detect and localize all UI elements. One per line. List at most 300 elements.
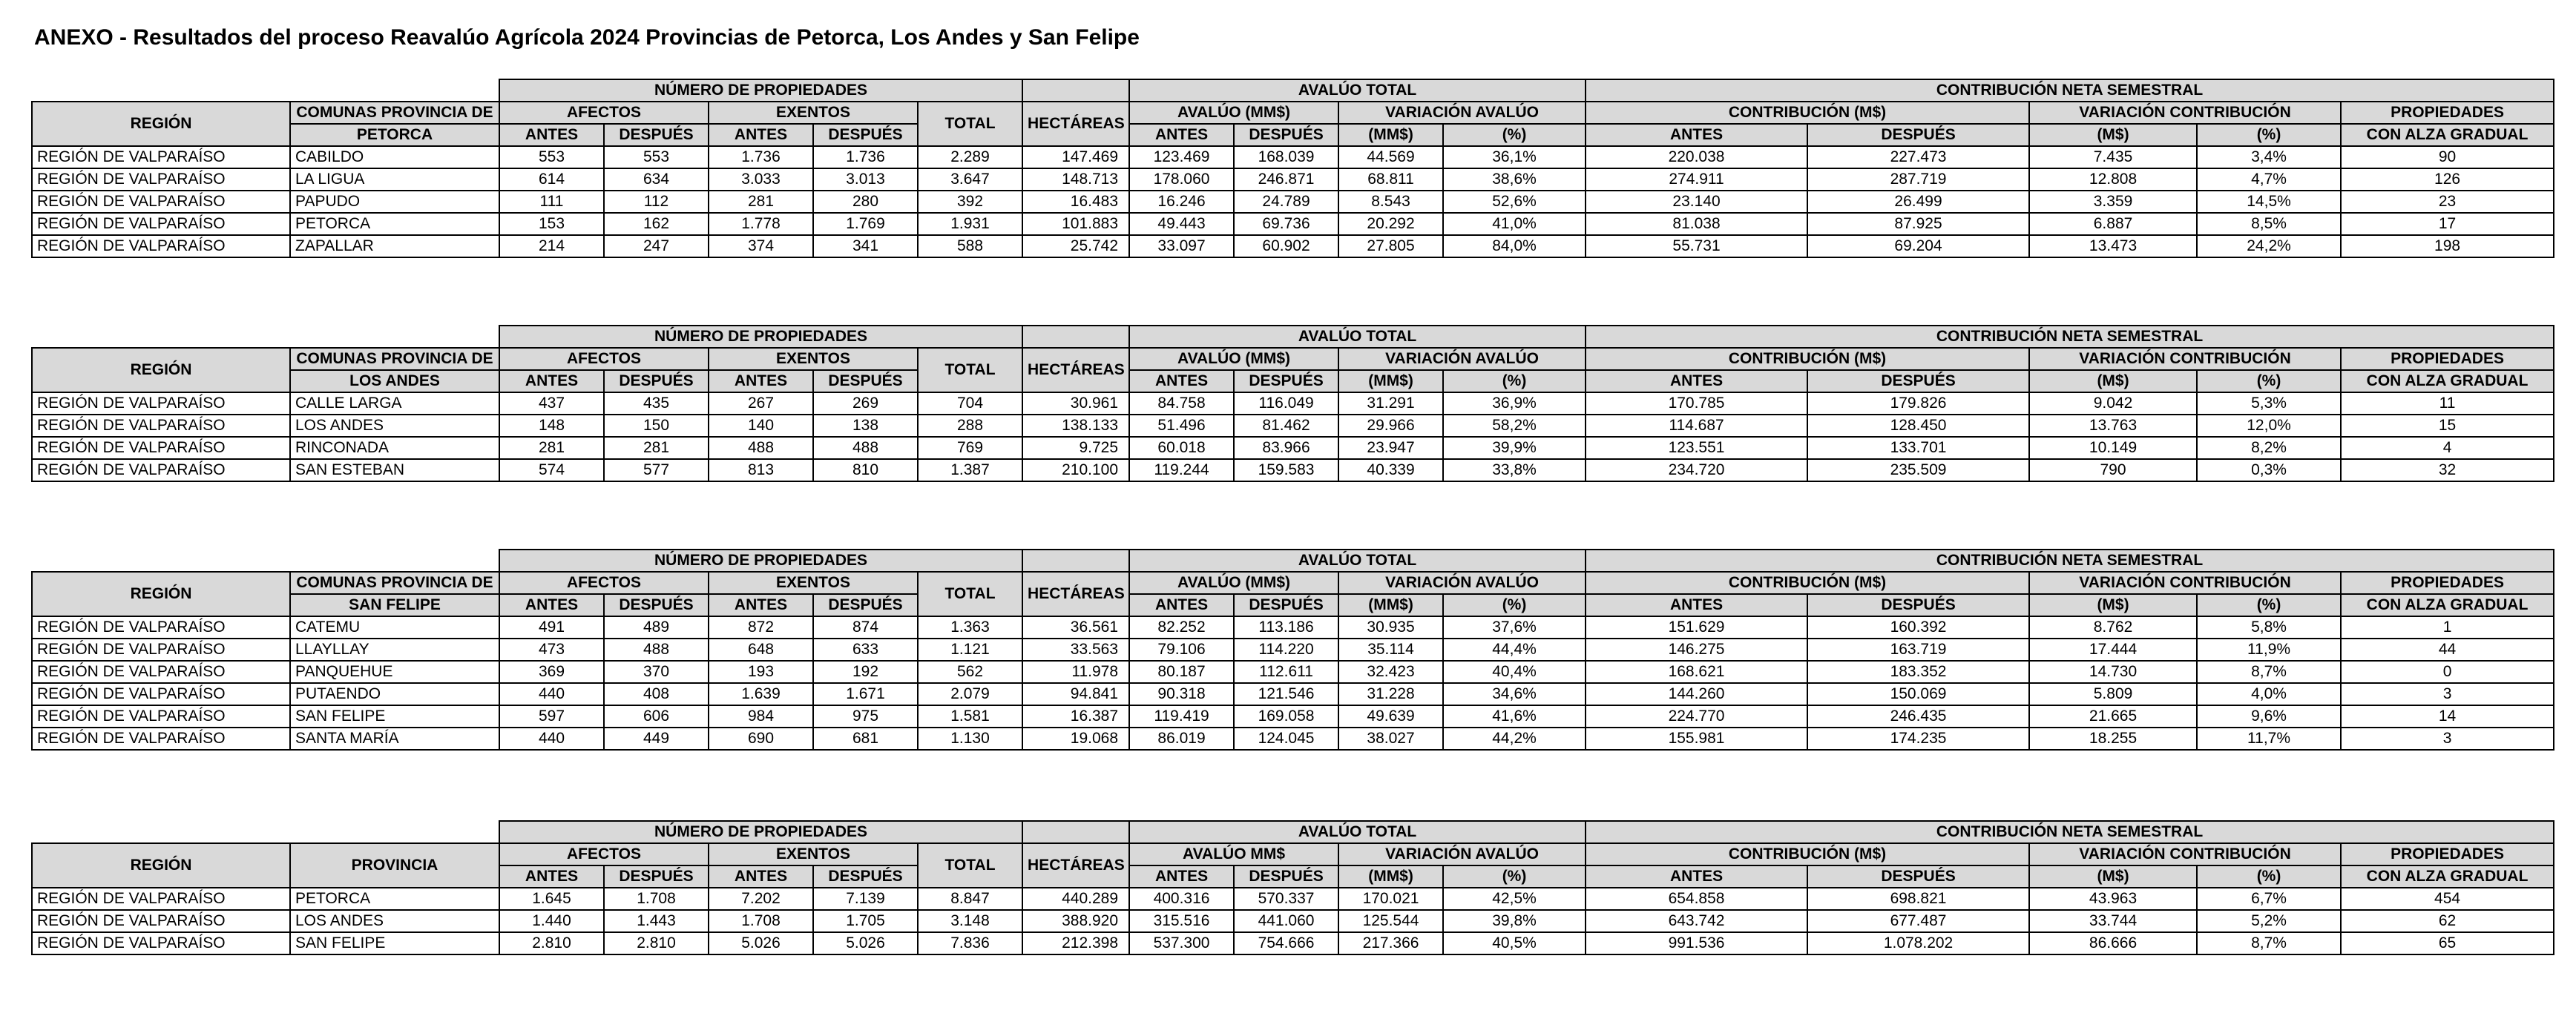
header-avaluo-total: AVALÚO TOTAL bbox=[1129, 326, 1586, 348]
value-cell: 1.645 bbox=[499, 888, 604, 910]
region-cell: REGIÓN DE VALPARAÍSO bbox=[32, 459, 290, 481]
value-cell: 1.639 bbox=[709, 683, 813, 705]
value-cell: 1.671 bbox=[813, 683, 918, 705]
value-cell: 147.469 bbox=[1022, 146, 1129, 168]
value-cell: 40,5% bbox=[1443, 932, 1586, 954]
value-cell: 153 bbox=[499, 213, 604, 235]
value-cell: 17.444 bbox=[2029, 639, 2197, 661]
table-row bbox=[32, 168, 2554, 191]
value-cell: 128.450 bbox=[1807, 415, 2029, 437]
header-col: ANTES bbox=[1586, 124, 1807, 146]
value-cell: 588 bbox=[918, 235, 1022, 257]
value-cell: 1.440 bbox=[499, 910, 604, 932]
table-row bbox=[32, 888, 2554, 910]
value-cell: 174.235 bbox=[1807, 728, 2029, 750]
value-cell: 1.130 bbox=[918, 728, 1022, 750]
value-cell: 24,2% bbox=[2197, 235, 2341, 257]
region-cell: REGIÓN DE VALPARAÍSO bbox=[32, 639, 290, 661]
value-cell: 16.483 bbox=[1022, 191, 1129, 213]
value-cell: 634 bbox=[604, 168, 709, 191]
comuna-cell: LOS ANDES bbox=[290, 415, 499, 437]
value-cell: 25.742 bbox=[1022, 235, 1129, 257]
header-row-groups bbox=[32, 326, 2554, 348]
header-row-groups bbox=[32, 821, 2554, 843]
value-cell: 8,2% bbox=[2197, 437, 2341, 459]
value-cell: 234.720 bbox=[1586, 459, 1807, 481]
value-cell: 872 bbox=[709, 616, 813, 639]
value-cell: 681 bbox=[813, 728, 918, 750]
value-cell: 144.260 bbox=[1586, 683, 1807, 705]
value-cell: 281 bbox=[709, 191, 813, 213]
value-cell: 570.337 bbox=[1234, 888, 1338, 910]
header-col: (%) bbox=[2197, 124, 2341, 146]
value-cell: 488 bbox=[604, 639, 709, 661]
header-comunas-provincia: LOS ANDES bbox=[290, 370, 499, 392]
header-col: DESPUÉS bbox=[1807, 865, 2029, 888]
value-cell: 179.826 bbox=[1807, 392, 2029, 415]
value-cell: 1.581 bbox=[918, 705, 1022, 728]
value-cell: 55.731 bbox=[1586, 235, 1807, 257]
comuna-cell: RINCONADA bbox=[290, 437, 499, 459]
region-cell: REGIÓN DE VALPARAÍSO bbox=[32, 705, 290, 728]
header-alza-gradual: CON ALZA GRADUAL bbox=[2341, 594, 2554, 616]
value-cell: 246.435 bbox=[1807, 705, 2029, 728]
region-cell: REGIÓN DE VALPARAÍSO bbox=[32, 168, 290, 191]
value-cell: 40,4% bbox=[1443, 661, 1586, 683]
header-afectos: AFECTOS bbox=[499, 572, 709, 594]
header-comunas-provincia: SAN FELIPE bbox=[290, 594, 499, 616]
header-variacion-contribucion: VARIACIÓN CONTRIBUCIÓN bbox=[2029, 572, 2341, 594]
comuna-cell: CATEMU bbox=[290, 616, 499, 639]
comuna-cell: PUTAENDO bbox=[290, 683, 499, 705]
value-cell: 19.068 bbox=[1022, 728, 1129, 750]
value-cell: 491 bbox=[499, 616, 604, 639]
value-cell: 212.398 bbox=[1022, 932, 1129, 954]
value-cell: 1.708 bbox=[709, 910, 813, 932]
value-cell: 1.778 bbox=[709, 213, 813, 235]
header-variacion-contribucion: VARIACIÓN CONTRIBUCIÓN bbox=[2029, 843, 2341, 865]
value-cell: 69.204 bbox=[1807, 235, 2029, 257]
table-row bbox=[32, 213, 2554, 235]
value-cell: 21.665 bbox=[2029, 705, 2197, 728]
table-row bbox=[32, 437, 2554, 459]
value-cell: 643.742 bbox=[1586, 910, 1807, 932]
header-avaluo-mm: AVALÚO (MM$) bbox=[1129, 572, 1338, 594]
header-col: DESPUÉS bbox=[604, 124, 709, 146]
blank-corner bbox=[32, 326, 499, 348]
value-cell: 84,0% bbox=[1443, 235, 1586, 257]
blank-corner bbox=[32, 79, 499, 102]
value-cell: 3.033 bbox=[709, 168, 813, 191]
value-cell: 269 bbox=[813, 392, 918, 415]
header-col: DESPUÉS bbox=[1807, 124, 2029, 146]
value-cell: 8,7% bbox=[2197, 932, 2341, 954]
value-cell: 11,7% bbox=[2197, 728, 2341, 750]
value-cell: 2.289 bbox=[918, 146, 1022, 168]
value-cell: 5.026 bbox=[813, 932, 918, 954]
comuna-cell: PETORCA bbox=[290, 888, 499, 910]
value-cell: 84.758 bbox=[1129, 392, 1234, 415]
value-cell: 133.701 bbox=[1807, 437, 2029, 459]
value-cell: 3,4% bbox=[2197, 146, 2341, 168]
value-cell: 441.060 bbox=[1234, 910, 1338, 932]
value-cell: 114.220 bbox=[1234, 639, 1338, 661]
header-row-groups bbox=[32, 79, 2554, 102]
comuna-cell: ZAPALLAR bbox=[290, 235, 499, 257]
table-row bbox=[32, 932, 2554, 954]
header-alza-gradual: CON ALZA GRADUAL bbox=[2341, 124, 2554, 146]
header-col: DESPUÉS bbox=[813, 865, 918, 888]
value-cell: 151.629 bbox=[1586, 616, 1807, 639]
header-region: REGIÓN bbox=[32, 572, 290, 616]
header-variacion-avaluo: VARIACIÓN AVALÚO bbox=[1338, 572, 1586, 594]
value-cell: 2.079 bbox=[918, 683, 1022, 705]
table-row bbox=[32, 661, 2554, 683]
value-cell: 1.443 bbox=[604, 910, 709, 932]
value-cell: 704 bbox=[918, 392, 1022, 415]
value-cell: 37,6% bbox=[1443, 616, 1586, 639]
value-cell: 9.725 bbox=[1022, 437, 1129, 459]
value-cell: 155.981 bbox=[1586, 728, 1807, 750]
header-region: REGIÓN bbox=[32, 843, 290, 888]
header-propiedades: PROPIEDADES bbox=[2341, 572, 2554, 594]
value-cell: 82.252 bbox=[1129, 616, 1234, 639]
value-cell: 537.300 bbox=[1129, 932, 1234, 954]
value-cell: 274.911 bbox=[1586, 168, 1807, 191]
value-cell: 20.292 bbox=[1338, 213, 1443, 235]
value-cell: 810 bbox=[813, 459, 918, 481]
header-variacion-avaluo: VARIACIÓN AVALÚO bbox=[1338, 843, 1586, 865]
header-col: ANTES bbox=[1129, 865, 1234, 888]
header-exentos: EXENTOS bbox=[709, 348, 918, 370]
header-col: (%) bbox=[2197, 594, 2341, 616]
value-cell: 5,2% bbox=[2197, 910, 2341, 932]
value-cell: 33.097 bbox=[1129, 235, 1234, 257]
value-cell: 58,2% bbox=[1443, 415, 1586, 437]
value-cell: 16.387 bbox=[1022, 705, 1129, 728]
value-cell: 280 bbox=[813, 191, 918, 213]
table-row bbox=[32, 705, 2554, 728]
comuna-cell: CABILDO bbox=[290, 146, 499, 168]
value-cell: 38.027 bbox=[1338, 728, 1443, 750]
value-cell: 2.810 bbox=[604, 932, 709, 954]
table-row bbox=[32, 146, 2554, 168]
value-cell: 553 bbox=[604, 146, 709, 168]
value-cell: 440 bbox=[499, 683, 604, 705]
value-cell: 169.058 bbox=[1234, 705, 1338, 728]
value-cell: 654.858 bbox=[1586, 888, 1807, 910]
value-cell: 60.902 bbox=[1234, 235, 1338, 257]
blank-corner bbox=[32, 821, 499, 843]
value-cell: 32 bbox=[2341, 459, 2554, 481]
header-col: (%) bbox=[1443, 124, 1586, 146]
table-row bbox=[32, 616, 2554, 639]
value-cell: 489 bbox=[604, 616, 709, 639]
header-col: DESPUÉS bbox=[813, 124, 918, 146]
value-cell: 3 bbox=[2341, 728, 2554, 750]
value-cell: 574 bbox=[499, 459, 604, 481]
value-cell: 12.808 bbox=[2029, 168, 2197, 191]
value-cell: 160.392 bbox=[1807, 616, 2029, 639]
value-cell: 83.966 bbox=[1234, 437, 1338, 459]
value-cell: 80.187 bbox=[1129, 661, 1234, 683]
value-cell: 769 bbox=[918, 437, 1022, 459]
value-cell: 3.647 bbox=[918, 168, 1022, 191]
value-cell: 15 bbox=[2341, 415, 2554, 437]
value-cell: 44,4% bbox=[1443, 639, 1586, 661]
value-cell: 6.887 bbox=[2029, 213, 2197, 235]
value-cell: 31.291 bbox=[1338, 392, 1443, 415]
header-exentos: EXENTOS bbox=[709, 572, 918, 594]
header-col: (%) bbox=[1443, 865, 1586, 888]
header-col: ANTES bbox=[1129, 124, 1234, 146]
value-cell: 150 bbox=[604, 415, 709, 437]
value-cell: 116.049 bbox=[1234, 392, 1338, 415]
header-avaluo-total: AVALÚO TOTAL bbox=[1129, 821, 1586, 843]
value-cell: 126 bbox=[2341, 168, 2554, 191]
header-col: ANTES bbox=[499, 865, 604, 888]
value-cell: 341 bbox=[813, 235, 918, 257]
value-cell: 36,9% bbox=[1443, 392, 1586, 415]
header-col: (%) bbox=[2197, 370, 2341, 392]
value-cell: 214 bbox=[499, 235, 604, 257]
region-cell: REGIÓN DE VALPARAÍSO bbox=[32, 191, 290, 213]
header-row-groups bbox=[32, 550, 2554, 572]
value-cell: 991.536 bbox=[1586, 932, 1807, 954]
header-col: (%) bbox=[2197, 865, 2341, 888]
header-contribucion-neta: CONTRIBUCIÓN NETA SEMESTRAL bbox=[1586, 821, 2554, 843]
header-afectos: AFECTOS bbox=[499, 843, 709, 865]
header-col: ANTES bbox=[1129, 594, 1234, 616]
value-cell: 13.763 bbox=[2029, 415, 2197, 437]
header-col: DESPUÉS bbox=[1807, 594, 2029, 616]
header-col: ANTES bbox=[709, 865, 813, 888]
header-col: (M$) bbox=[2029, 124, 2197, 146]
value-cell: 281 bbox=[604, 437, 709, 459]
results-table-4 bbox=[31, 820, 2554, 955]
header-row-cols bbox=[32, 370, 2554, 392]
region-cell: REGIÓN DE VALPARAÍSO bbox=[32, 235, 290, 257]
value-cell: 488 bbox=[709, 437, 813, 459]
header-blank bbox=[1022, 550, 1129, 572]
header-col: ANTES bbox=[709, 124, 813, 146]
header-hectareas: HECTÁREAS bbox=[1022, 102, 1129, 146]
header-comunas: COMUNAS PROVINCIA DE bbox=[290, 572, 499, 594]
value-cell: 30.935 bbox=[1338, 616, 1443, 639]
value-cell: 168.039 bbox=[1234, 146, 1338, 168]
value-cell: 473 bbox=[499, 639, 604, 661]
comuna-cell: CALLE LARGA bbox=[290, 392, 499, 415]
value-cell: 1.705 bbox=[813, 910, 918, 932]
value-cell: 138 bbox=[813, 415, 918, 437]
header-variacion-contribucion: VARIACIÓN CONTRIBUCIÓN bbox=[2029, 348, 2341, 370]
value-cell: 698.821 bbox=[1807, 888, 2029, 910]
value-cell: 3.359 bbox=[2029, 191, 2197, 213]
value-cell: 5,8% bbox=[2197, 616, 2341, 639]
comuna-cell: SANTA MARÍA bbox=[290, 728, 499, 750]
header-comunas: COMUNAS PROVINCIA DE bbox=[290, 102, 499, 124]
value-cell: 5.809 bbox=[2029, 683, 2197, 705]
header-total: TOTAL bbox=[918, 572, 1022, 616]
value-cell: 400.316 bbox=[1129, 888, 1234, 910]
comuna-cell: SAN ESTEBAN bbox=[290, 459, 499, 481]
header-col: DESPUÉS bbox=[1807, 370, 2029, 392]
value-cell: 677.487 bbox=[1807, 910, 2029, 932]
header-blank bbox=[1022, 821, 1129, 843]
value-cell: 0,3% bbox=[2197, 459, 2341, 481]
value-cell: 227.473 bbox=[1807, 146, 2029, 168]
value-cell: 553 bbox=[499, 146, 604, 168]
value-cell: 18.255 bbox=[2029, 728, 2197, 750]
blank-corner bbox=[32, 550, 499, 572]
value-cell: 23 bbox=[2341, 191, 2554, 213]
value-cell: 43.963 bbox=[2029, 888, 2197, 910]
value-cell: 138.133 bbox=[1022, 415, 1129, 437]
region-cell: REGIÓN DE VALPARAÍSO bbox=[32, 437, 290, 459]
value-cell: 121.546 bbox=[1234, 683, 1338, 705]
value-cell: 29.966 bbox=[1338, 415, 1443, 437]
value-cell: 42,5% bbox=[1443, 888, 1586, 910]
value-cell: 1.387 bbox=[918, 459, 1022, 481]
value-cell: 8,7% bbox=[2197, 661, 2341, 683]
value-cell: 315.516 bbox=[1129, 910, 1234, 932]
header-col: (M$) bbox=[2029, 865, 2197, 888]
value-cell: 408 bbox=[604, 683, 709, 705]
value-cell: 8,5% bbox=[2197, 213, 2341, 235]
header-avaluo-mm: AVALÚO MM$ bbox=[1129, 843, 1338, 865]
results-table-2 bbox=[31, 325, 2554, 482]
table-row bbox=[32, 235, 2554, 257]
header-avaluo-total: AVALÚO TOTAL bbox=[1129, 550, 1586, 572]
header-avaluo-total: AVALÚO TOTAL bbox=[1129, 79, 1586, 102]
value-cell: 162 bbox=[604, 213, 709, 235]
value-cell: 4,7% bbox=[2197, 168, 2341, 191]
header-total: TOTAL bbox=[918, 348, 1022, 392]
header-col: (%) bbox=[1443, 594, 1586, 616]
value-cell: 65 bbox=[2341, 932, 2554, 954]
header-numero-propiedades: NÚMERO DE PROPIEDADES bbox=[499, 326, 1022, 348]
value-cell: 11.978 bbox=[1022, 661, 1129, 683]
header-col: ANTES bbox=[1129, 370, 1234, 392]
value-cell: 112 bbox=[604, 191, 709, 213]
comuna-cell: PAPUDO bbox=[290, 191, 499, 213]
value-cell: 790 bbox=[2029, 459, 2197, 481]
table-row bbox=[32, 639, 2554, 661]
value-cell: 5,3% bbox=[2197, 392, 2341, 415]
value-cell: 44 bbox=[2341, 639, 2554, 661]
header-hectareas: HECTÁREAS bbox=[1022, 843, 1129, 888]
comuna-cell: PETORCA bbox=[290, 213, 499, 235]
value-cell: 577 bbox=[604, 459, 709, 481]
value-cell: 33,8% bbox=[1443, 459, 1586, 481]
value-cell: 11,9% bbox=[2197, 639, 2341, 661]
value-cell: 68.811 bbox=[1338, 168, 1443, 191]
header-variacion-avaluo: VARIACIÓN AVALÚO bbox=[1338, 348, 1586, 370]
value-cell: 30.961 bbox=[1022, 392, 1129, 415]
region-cell: REGIÓN DE VALPARAÍSO bbox=[32, 932, 290, 954]
value-cell: 36,1% bbox=[1443, 146, 1586, 168]
value-cell: 125.544 bbox=[1338, 910, 1443, 932]
value-cell: 86.666 bbox=[2029, 932, 2197, 954]
value-cell: 606 bbox=[604, 705, 709, 728]
value-cell: 140 bbox=[709, 415, 813, 437]
region-cell: REGIÓN DE VALPARAÍSO bbox=[32, 910, 290, 932]
value-cell: 168.621 bbox=[1586, 661, 1807, 683]
value-cell: 210.100 bbox=[1022, 459, 1129, 481]
header-exentos: EXENTOS bbox=[709, 102, 918, 124]
region-cell: REGIÓN DE VALPARAÍSO bbox=[32, 392, 290, 415]
value-cell: 39,9% bbox=[1443, 437, 1586, 459]
header-comunas-provincia: PETORCA bbox=[290, 124, 499, 146]
value-cell: 112.611 bbox=[1234, 661, 1338, 683]
value-cell: 9.042 bbox=[2029, 392, 2197, 415]
header-blank bbox=[1022, 79, 1129, 102]
header-total: TOTAL bbox=[918, 102, 1022, 146]
value-cell: 633 bbox=[813, 639, 918, 661]
header-row-sub bbox=[32, 348, 2554, 370]
comuna-cell: LOS ANDES bbox=[290, 910, 499, 932]
header-contribucion-m: CONTRIBUCIÓN (M$) bbox=[1586, 348, 2029, 370]
value-cell: 119.419 bbox=[1129, 705, 1234, 728]
header-region: REGIÓN bbox=[32, 102, 290, 146]
header-contribucion-m: CONTRIBUCIÓN (M$) bbox=[1586, 102, 2029, 124]
header-total: TOTAL bbox=[918, 843, 1022, 888]
value-cell: 614 bbox=[499, 168, 604, 191]
header-alza-gradual: CON ALZA GRADUAL bbox=[2341, 370, 2554, 392]
value-cell: 111 bbox=[499, 191, 604, 213]
value-cell: 198 bbox=[2341, 235, 2554, 257]
value-cell: 114.687 bbox=[1586, 415, 1807, 437]
header-col: ANTES bbox=[499, 124, 604, 146]
header-contribucion-m: CONTRIBUCIÓN (M$) bbox=[1586, 843, 2029, 865]
header-col: (MM$) bbox=[1338, 594, 1443, 616]
region-cell: REGIÓN DE VALPARAÍSO bbox=[32, 683, 290, 705]
value-cell: 1.078.202 bbox=[1807, 932, 2029, 954]
value-cell: 6,7% bbox=[2197, 888, 2341, 910]
value-cell: 11 bbox=[2341, 392, 2554, 415]
value-cell: 124.045 bbox=[1234, 728, 1338, 750]
table-row bbox=[32, 392, 2554, 415]
header-propiedades: PROPIEDADES bbox=[2341, 102, 2554, 124]
header-col: ANTES bbox=[499, 370, 604, 392]
value-cell: 369 bbox=[499, 661, 604, 683]
value-cell: 435 bbox=[604, 392, 709, 415]
value-cell: 374 bbox=[709, 235, 813, 257]
value-cell: 49.443 bbox=[1129, 213, 1234, 235]
header-row-sub bbox=[32, 102, 2554, 124]
value-cell: 392 bbox=[918, 191, 1022, 213]
value-cell: 24.789 bbox=[1234, 191, 1338, 213]
region-cell: REGIÓN DE VALPARAÍSO bbox=[32, 616, 290, 639]
value-cell: 86.019 bbox=[1129, 728, 1234, 750]
value-cell: 754.666 bbox=[1234, 932, 1338, 954]
value-cell: 7.836 bbox=[918, 932, 1022, 954]
value-cell: 1.931 bbox=[918, 213, 1022, 235]
value-cell: 1.121 bbox=[918, 639, 1022, 661]
header-afectos: AFECTOS bbox=[499, 102, 709, 124]
value-cell: 150.069 bbox=[1807, 683, 2029, 705]
header-col: ANTES bbox=[1586, 865, 1807, 888]
header-alza-gradual: CON ALZA GRADUAL bbox=[2341, 865, 2554, 888]
value-cell: 224.770 bbox=[1586, 705, 1807, 728]
header-col: DESPUÉS bbox=[813, 594, 918, 616]
value-cell: 437 bbox=[499, 392, 604, 415]
value-cell: 123.551 bbox=[1586, 437, 1807, 459]
header-col: DESPUÉS bbox=[813, 370, 918, 392]
value-cell: 33.744 bbox=[2029, 910, 2197, 932]
header-afectos: AFECTOS bbox=[499, 348, 709, 370]
value-cell: 41,0% bbox=[1443, 213, 1586, 235]
